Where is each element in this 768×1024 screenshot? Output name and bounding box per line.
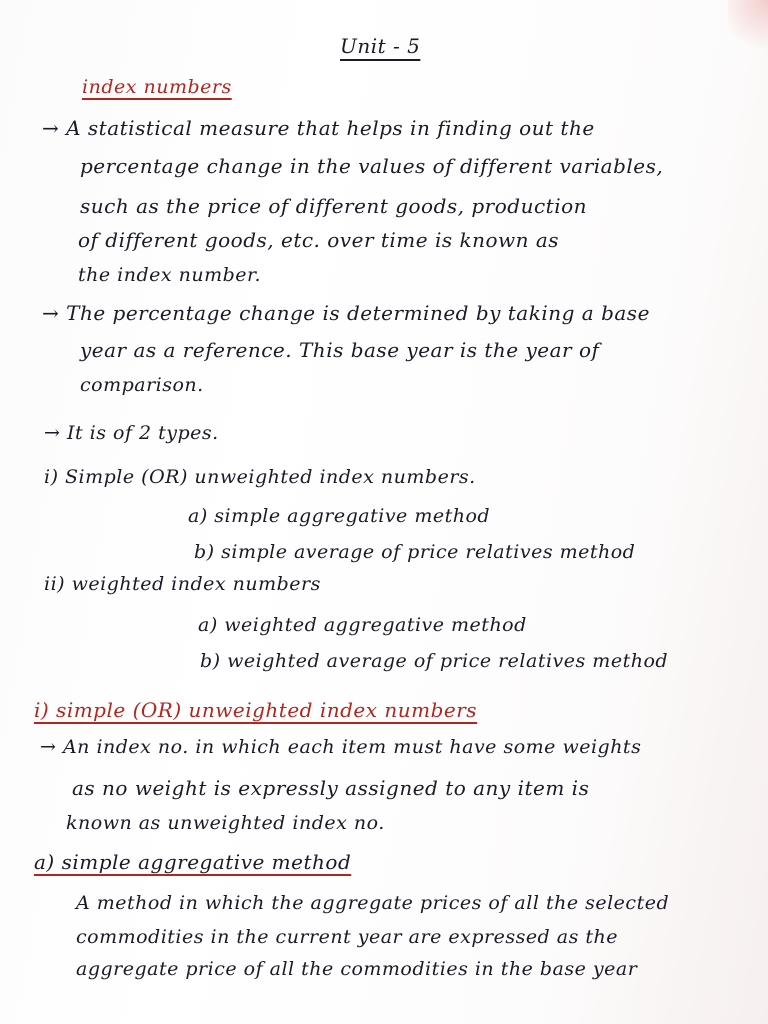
note-line: A method in which the aggregate prices of all the selected bbox=[76, 892, 670, 914]
list-item: i) Simple (OR) unweighted index numbers. bbox=[44, 466, 476, 488]
unit-heading: Unit - 5 bbox=[340, 34, 421, 58]
section-title: index numbers bbox=[82, 76, 232, 98]
list-item: a) simple aggregative method bbox=[188, 505, 491, 527]
list-item: ii) weighted index numbers bbox=[44, 573, 321, 595]
note-line: → It is of 2 types. bbox=[44, 422, 219, 444]
subsection-heading: i) simple (OR) unweighted index numbers bbox=[34, 698, 478, 722]
note-line: of different goods, etc. over time is known as bbox=[78, 228, 560, 252]
list-item: a) weighted aggregative method bbox=[198, 614, 527, 636]
note-line: the index number. bbox=[78, 264, 262, 286]
note-line: comparison. bbox=[80, 374, 204, 396]
note-line: → An index no. in which each item must have some weights bbox=[40, 736, 642, 758]
page-corner-shadow bbox=[728, 0, 768, 60]
note-line: commodities in the current year are expressed as the bbox=[76, 926, 618, 948]
note-line: such as the price of different goods, production bbox=[80, 194, 588, 218]
note-line: percentage change in the values of different variables, bbox=[80, 154, 664, 178]
note-line: → A statistical measure that helps in finding out the bbox=[42, 116, 595, 140]
note-line: → The percentage change is determined by taking a base bbox=[42, 301, 650, 325]
note-line: year as a reference. This base year is the year of bbox=[80, 338, 600, 362]
method-heading: a) simple aggregative method bbox=[34, 850, 352, 874]
note-line: as no weight is expressly assigned to any item is bbox=[72, 776, 590, 800]
note-line: known as unweighted index no. bbox=[66, 812, 385, 834]
list-item: b) simple average of price relatives method bbox=[194, 541, 636, 563]
list-item: b) weighted average of price relatives method bbox=[200, 650, 669, 672]
note-line: aggregate price of all the commodities in the base year bbox=[76, 958, 638, 980]
